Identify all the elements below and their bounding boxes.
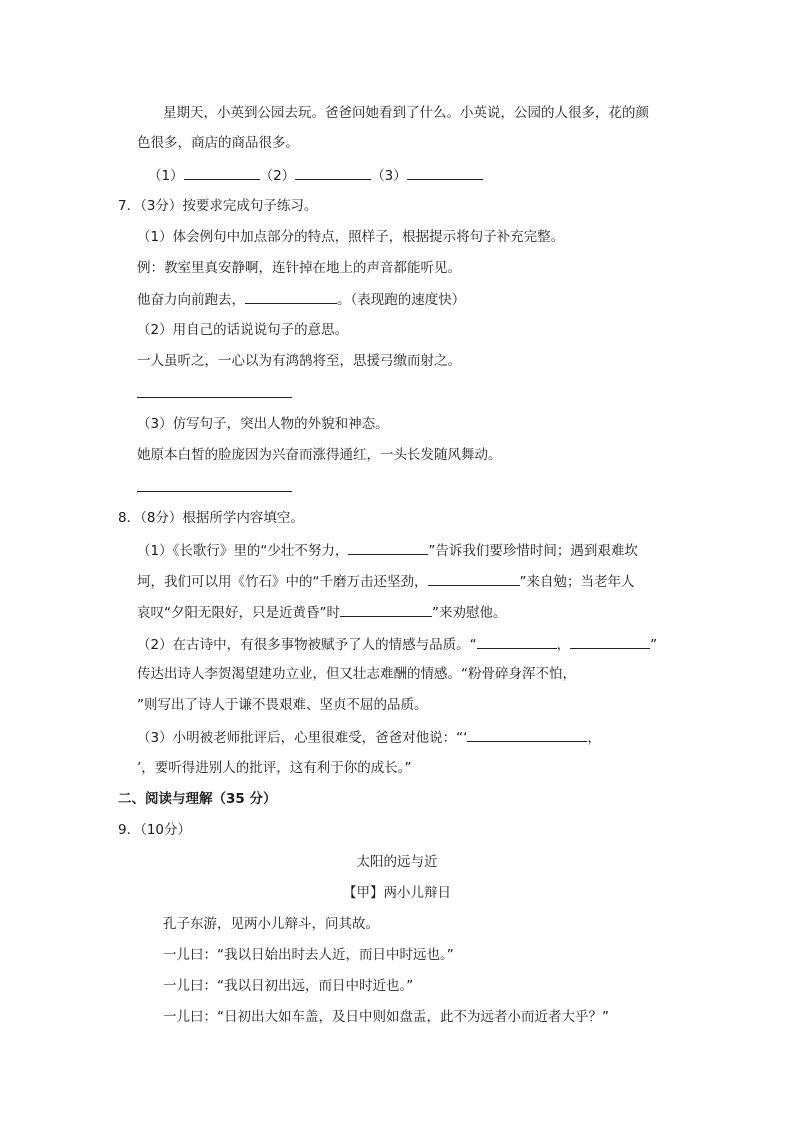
q8-heading: 8．（8分）根据所学内容填空。 <box>118 510 304 526</box>
q8-p2-line3: ”则写出了诗人于谦不畏艰难、坚贞不屈的品质。 <box>137 697 428 713</box>
q8-p2-line2 <box>137 664 576 684</box>
q9-line3: 一儿曰：“我以日初出远，而日中时近也。” <box>163 978 414 994</box>
q6-answer-blanks <box>148 165 483 186</box>
q7-subq2-text: 一人虽听之，一心以为有鸿鹄将至，思援弓缴而射之。 <box>137 353 461 369</box>
q8-p1-line2 <box>137 571 635 592</box>
q6-blank2-label: （2） <box>259 168 296 184</box>
q8-p3-comma: ， <box>587 730 601 746</box>
q8-blank-4[interactable] <box>477 634 557 649</box>
q6-blank1[interactable] <box>184 165 260 180</box>
q7-subq3-answer-line[interactable] <box>137 491 292 492</box>
q8-p2-line1 <box>137 634 657 655</box>
q7-subq3-text: 她原本白皙的脸庞因为兴奋而涨得通红，一头长发随风舞动。 <box>137 447 502 463</box>
q7-task1 <box>137 289 465 310</box>
q8-p3-text-a: （3）小明被老师批评后，心里很难受，爸爸对他说：“‘ <box>137 730 468 746</box>
q6-passage-line2: 色很多，商店的商品很多。 <box>137 135 299 151</box>
q8-p2-quote: ” <box>650 637 658 653</box>
q8-p1-text-e: 哀叹“夕阳无限好，只是近黄昏”时 <box>137 605 340 621</box>
q7-task1-start: 他奋力向前跑去， <box>137 292 245 308</box>
q8-p1-text-b: ”告诉我们要珍惜时间；遇到艰难坎 <box>428 543 638 559</box>
q9-title: 太阳的远与近 <box>356 854 438 870</box>
q9-heading: 9．（10分） <box>118 822 192 838</box>
section-2-heading: 二、阅读与理解（35 分） <box>118 791 277 807</box>
q8-blank-1[interactable] <box>348 540 428 555</box>
q8-p1-line3 <box>137 602 507 623</box>
q8-p1-text-a: （1）《长歌行》里的“少壮不努力， <box>137 543 349 559</box>
q7-subq2: （2）用自己的话说说句子的意思。 <box>137 322 349 338</box>
q8-p3-line2: ’，要听得进别人的批评，这有利于你的成长。” <box>137 760 412 776</box>
q7-task1-end: 。（表现跑的速度快） <box>337 292 466 308</box>
q6-blank1-label: （1） <box>148 168 184 184</box>
q9-line2: 一儿曰：“我以日始出时去人近，而日中时远也。” <box>163 947 454 963</box>
q8-p1-line1 <box>137 540 638 561</box>
q7-example: 例：教室里真安静啊，连针掉在地上的声音都能听见。 <box>137 260 461 276</box>
q8-p1-text-d: ”来自勉；当老年人 <box>519 574 635 590</box>
q8-p3-line1 <box>137 727 601 748</box>
q8-blank-2[interactable] <box>428 571 520 586</box>
q8-p2-comma: ， <box>556 637 571 653</box>
q8-p2-text-d: 传达出诗人李贺渴望建功立业，但又壮志难酬的情感。“粉骨碎身浑不怕， <box>137 666 576 682</box>
q8-p1-text-c: 坷，我们可以用《竹石》中的“千磨万击还坚劲， <box>137 574 428 590</box>
q8-p2-text-a: （2）在古诗中，有很多事物被赋予了人的情感与品质。“ <box>137 637 477 653</box>
q8-blank-3[interactable] <box>340 602 432 617</box>
q7-heading: 7．（3分）按要求完成句子练习。 <box>118 198 318 214</box>
q8-blank-5[interactable] <box>570 634 650 649</box>
q8-p1-text-f: ”来劝慰他。 <box>432 605 507 621</box>
q6-passage-line1: 星期天，小英到公园去玩。爸爸问她看到了什么。小英说，公园的人很多，花的颜 <box>163 105 649 121</box>
q7-subq1: （1）体会例句中加点部分的特点，照样子，根据提示将句子补充完整。 <box>137 229 565 245</box>
q7-subq2-answer-line[interactable] <box>137 397 292 398</box>
q6-blank3[interactable] <box>407 165 483 180</box>
q6-blank3-label: （3） <box>371 168 407 184</box>
q9-line1: 孔子东游，见两小儿辩斗，问其故。 <box>163 916 379 932</box>
q6-blank2[interactable] <box>295 165 371 180</box>
q7-task1-blank[interactable] <box>245 289 337 304</box>
q9-subtitle: 【甲】两小儿辩日 <box>343 885 451 901</box>
q9-line4: 一儿曰：“日初出大如车盖，及日中则如盘盂，此不为远者小而近者大乎？” <box>163 1009 609 1025</box>
q8-blank-6[interactable] <box>467 727 587 742</box>
q7-subq3: （3）仿写句子，突出人物的外貌和神态。 <box>137 416 389 432</box>
